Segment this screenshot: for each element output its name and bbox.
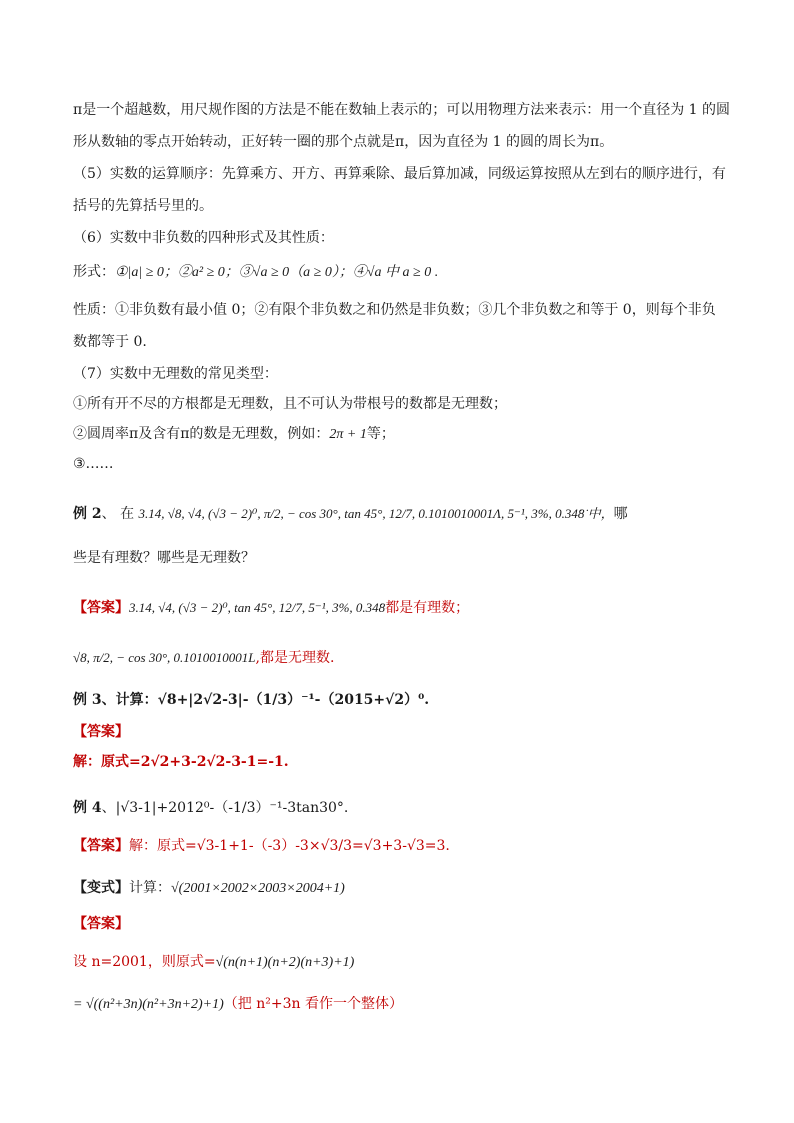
answer-label: 【答案】 [73,916,129,932]
example-4-label: 例 4 [73,800,102,816]
variation-text: 计算： [129,880,171,896]
example-2-answer-irrational [73,648,334,668]
nonneg-properties-2: 数都等于 0. [73,334,147,350]
solution-math: √(n(n+1)(n+2)(n+3)+1) [215,955,355,970]
irrational-type-1: ①所有开不尽的方根都是无理数，且不可认为带根号的数都是无理数； [73,396,507,412]
solution-math: = √((n²+3n)(n²+3n+2)+1) [73,997,224,1012]
variation-solution-1 [73,952,354,973]
example-3-text: 、计算：√8+|2√2-3|-（1/3）⁻¹-（2015+√2）⁰. [101,692,430,708]
example-3-question [73,690,429,710]
type2-end: 等； [366,426,395,442]
paragraph-order-1: （5）实数的运算顺序：先算乘方、开方、再算乘除、最后算加减，同级运算按照从左到右的顺序进行，有 [73,166,726,182]
example-4-answer [73,836,450,856]
answer-label: 【答案】 [73,724,129,740]
example-3-label: 例 3 [73,692,102,708]
nonneg-forms-line [73,262,438,283]
solution-text: 设 n=2001，则原式= [73,954,216,970]
answer-irrational-numbers: √8, π/2, − cos 30°, 0.1010010001L [73,650,256,665]
variation-question [73,878,345,899]
example-2-label: 例 2 [73,506,102,522]
forms-prefix: 形式： [73,264,115,280]
type2-text: ②圆周率π及含有π的数是无理数，例如： [73,426,330,442]
answer-irrational-text: ,都是无理数. [255,650,335,666]
paragraph-order-2: 括号的先算括号里的。 [73,198,213,214]
paragraph-nonneg-title: （6）实数中非负数的四种形式及其性质： [73,230,334,246]
example-2-intro: 、 在 [101,506,135,522]
example-4-question [73,798,348,818]
example-4-text: 、|√3-1|+2012⁰-（-1/3）⁻¹-3tan30°. [101,800,349,816]
answer-rational-text: 都是有理数； [385,600,470,616]
irrational-type-3: ③…… [73,456,114,472]
variation-solution-2 [73,994,403,1015]
irrational-types-title: （7）实数中无理数的常见类型： [73,366,278,382]
solution-text: 解：原式=2√2+3-2√2-3-1=-1. [73,754,289,770]
example-2-line-1 [73,504,628,524]
forms-math: ①|a| ≥ 0；②a² ≥ 0；③√a ≥ 0（a ≥ 0）；④√a 中 a ≥ 0 . [115,265,439,280]
nonneg-properties-1: 性质：①非负数有最小值 0；②有限个非负数之和仍然是非负数；③几个非负数之和等于 0，则每个非负 [73,302,716,318]
paragraph-pi-1: π是一个超越数，用尺规作图的方法是不能在数轴上表示的；可以用物理方法来表示：用一个直径为 1 的圆 [73,102,731,118]
example-2-tail: 哪 [613,506,628,522]
example-3-solution [73,752,289,772]
answer-label: 【答案】 [73,600,129,616]
answer-rational-numbers: 3.14, √4, (√3 − 2)⁰, tan 45°, 12/7, 5⁻¹, 3%, 0.34̇8̇ [129,600,386,615]
example-2-answer-rational [73,598,469,618]
type2-math: 2π + 1 [329,427,367,442]
variation-math: √(2001×2002×2003×2004+1) [171,881,345,896]
answer-label: 【答案】 [73,838,129,854]
paragraph-pi-2: 形从数轴的零点开始转动，正好转一圈的那个点就是π，因为直径为 1 的圆的周长为π。 [73,134,614,150]
solution-text: 解：原式=√3-1+1-（-3）-3×√3/3=√3+3-√3=3. [129,838,450,854]
solution-note: （把 n²+3n 看作一个整体） [223,996,403,1012]
example-2-numbers: 3.14, √8, √4, (√3 − 2)⁰, π/2, − cos 30°, tan 45°, 12/7, 0.1010010001Λ, 5⁻¹, 3%, 0.34̇8̇ 中， [138,506,614,521]
variation-answer-label [73,914,129,934]
example-3-answer-label [73,722,129,742]
irrational-type-2 [73,424,395,445]
variation-label: 【变式】 [73,880,129,896]
example-2-line-2: 些是有理数？哪些是无理数？ [73,550,255,566]
